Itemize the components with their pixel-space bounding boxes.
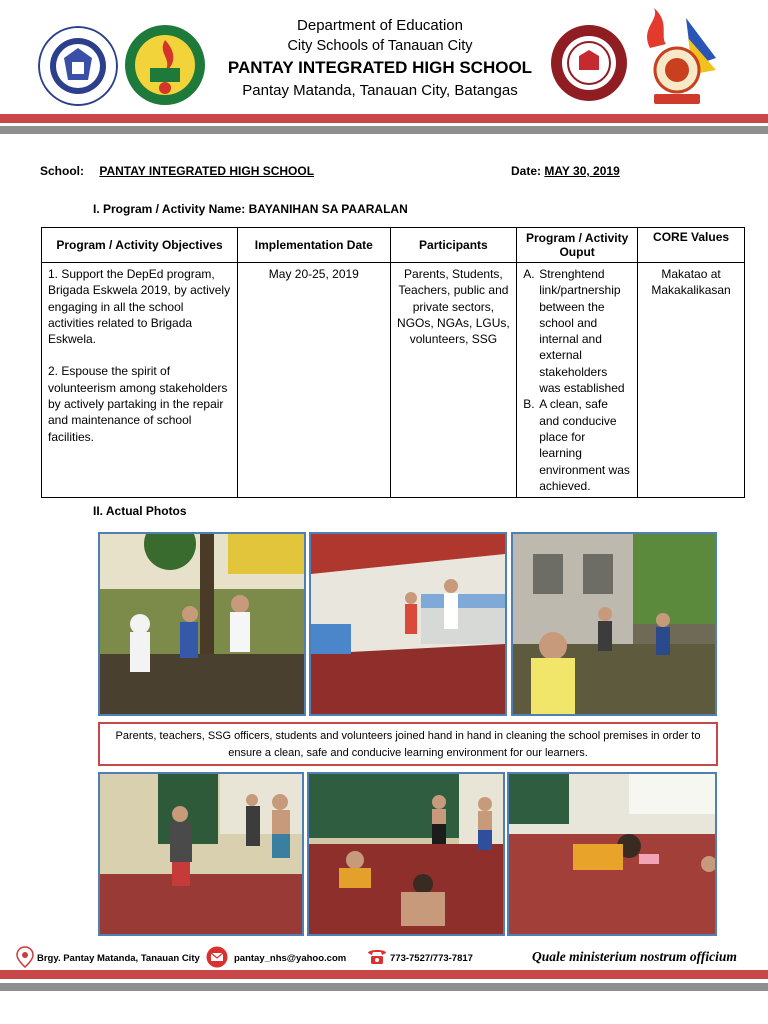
col-header-participants: Participants	[390, 228, 517, 263]
program-name: I. Program / Activity Name: BAYANIHAN SA PAARALAN	[93, 202, 408, 216]
output-cell	[517, 263, 638, 498]
footer-phone: 773-7527/773-7817	[390, 953, 473, 964]
school-name: PANTAY INTEGRATED HIGH SCHOOL	[227, 58, 533, 77]
output-b: B. A clean, safe and conducive place for learning environment was achieved.	[523, 397, 630, 493]
school-label: School:	[40, 164, 84, 178]
participants-cell: Parents, Students, Teachers, public and private sectors, NGOs, NGAs, LGUs, volunteers, SSG	[390, 263, 517, 498]
footer-divider-red	[0, 970, 768, 979]
program-table	[41, 227, 745, 498]
core-values-cell: Makatao at Makakalikasan	[638, 263, 745, 498]
date-field	[511, 164, 620, 178]
table-row	[42, 263, 745, 498]
col-header-core-values: CORE Values	[638, 228, 745, 263]
footer-address: Brgy. Pantay Matanda, Tanauan City	[37, 953, 200, 964]
school-value: PANTAY INTEGRATED HIGH SCHOOL	[99, 164, 315, 178]
school-field	[40, 164, 340, 178]
objective-1: 1. Support the DepEd program, Brigada Eskwela 2019, by actively engaging in all the school activities related to Brigada Eskwela.	[48, 267, 231, 347]
photo-caption: Parents, teachers, SSG officers, students and volunteers joined hand in hand in cleaning the school premises in order to ensure a clean, safe and conducive learning environment for our learners.	[98, 722, 718, 766]
brigada-logo-icon	[636, 8, 718, 108]
col-header-objectives: Program / Activity Objectives	[42, 228, 238, 263]
footer-email[interactable]: pantay_nhs@yahoo.com	[234, 953, 347, 964]
photos-title: II. Actual Photos	[93, 504, 187, 518]
school-seal-icon	[550, 24, 628, 102]
division-name: City Schools of Tanauan City	[287, 38, 473, 54]
header-divider-gray	[0, 126, 768, 134]
department-name: Department of Education	[297, 17, 463, 34]
phone-icon	[366, 946, 388, 966]
photo-floor-scrubbing	[507, 772, 717, 936]
photo-outdoor-sweeping	[98, 532, 306, 716]
tanauan-division-seal-icon	[124, 24, 206, 106]
photo-hallway-cleaning	[309, 532, 507, 716]
photo-classroom-mopping	[98, 772, 304, 936]
objective-2: 2. Espouse the spirit of volunteerism among stakeholders by actively partaking in the repair and maintenance of school facilities.	[48, 364, 228, 444]
objectives-cell	[42, 263, 238, 498]
letterhead	[200, 16, 560, 102]
output-a: A. Strenghtend link/partnership between the school and internal and external stakeholders was established	[523, 267, 625, 396]
photo-garden-cleanup	[511, 532, 717, 716]
date-label: Date:	[511, 164, 542, 178]
deped-seal-icon	[38, 26, 118, 106]
col-header-date: Implementation Date	[238, 228, 391, 263]
header-divider-red	[0, 114, 768, 123]
footer-divider-gray	[0, 983, 768, 991]
table-header-row	[42, 228, 745, 263]
location-pin-icon	[16, 946, 34, 968]
school-address: Pantay Matanda, Tanauan City, Batangas	[242, 82, 518, 99]
photo-classroom-scrubbing	[307, 772, 505, 936]
email-icon	[206, 946, 228, 968]
school-motto: Quale ministerium nostrum officium	[532, 949, 737, 964]
col-header-output: Program / Activity Ouput	[517, 228, 638, 263]
implementation-date-cell: May 20-25, 2019	[238, 263, 391, 498]
date-value: MAY 30, 2019	[544, 164, 620, 178]
